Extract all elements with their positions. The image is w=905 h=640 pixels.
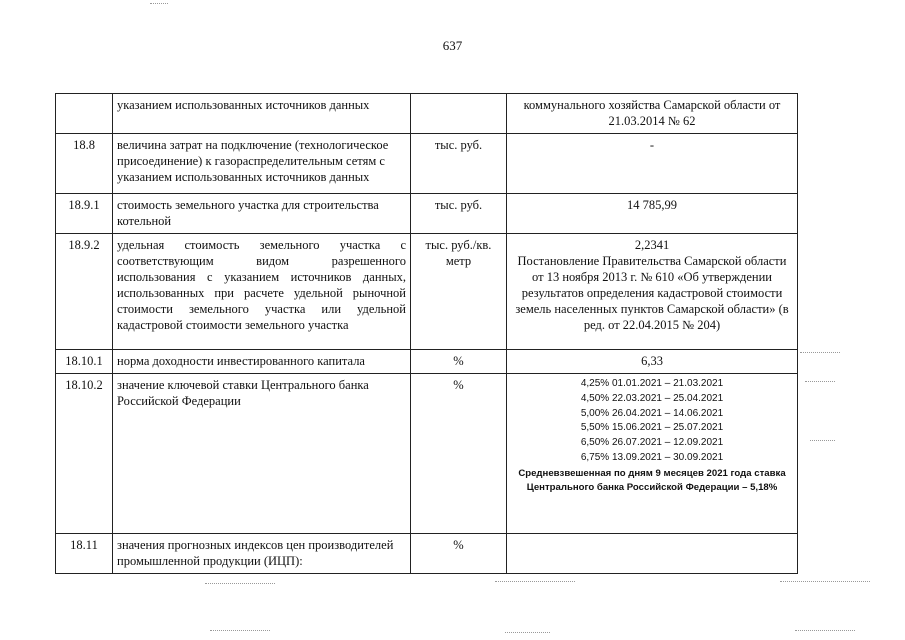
key-rate-line: 4,25% 01.01.2021 – 21.03.2021 <box>580 378 724 389</box>
key-rate-summary: Средневзвешенная по дням 9 месяцев 2021 года ставка Центрального банка Российской Федерации – 5,18% <box>518 467 786 493</box>
key-rate-line: 6,50% 26.07.2021 – 12.09.2021 <box>580 437 724 449</box>
scan-artifact <box>805 381 835 382</box>
row-unit: % <box>411 350 507 374</box>
row-value <box>507 234 798 350</box>
page-number: 637 <box>442 38 463 53</box>
land-value-source: Постановление Правительства Самарской области от 13 ноября 2013 г. № 610 «Об утверждении результатов определения кадастровой стоимости земель населенных пунктов Самарской области» (в ред. от 22.04.2015 № 204) <box>515 254 789 332</box>
key-rate-line: 6,75% 13.09.2021 – 30.09.2021 <box>580 451 724 463</box>
row-description: удельная стоимость земельного участка с соответствующим видом разрешенного использования с указанием источников данных, использованных при расчете удельной рыночной стоимости земельного участка или удельной кадастровой стоимости земельного участка <box>113 234 411 350</box>
row-value: 6,33 <box>507 350 798 374</box>
land-value: 2,2341 <box>634 238 670 252</box>
row-number: 18.9.2 <box>56 234 113 350</box>
scan-artifact <box>810 440 835 441</box>
scan-artifact <box>210 630 270 631</box>
scan-artifact <box>780 581 870 582</box>
row-number: 18.10.1 <box>56 350 113 374</box>
data-table <box>55 93 798 574</box>
row-value: 14 785,99 <box>507 194 798 234</box>
table-row <box>56 134 798 194</box>
row-description: величина затрат на подключение (технологическое присоединение) к газораспределительным сетям с указанием использованных источников данных <box>113 134 411 194</box>
scan-artifact <box>505 632 550 633</box>
scan-artifact <box>795 630 855 631</box>
row-value: - <box>507 134 798 194</box>
row-number: 18.8 <box>56 134 113 194</box>
table-row <box>56 350 798 374</box>
row-unit: тыс. руб. <box>411 134 507 194</box>
row-description: норма доходности инвестированного капитала <box>113 350 411 374</box>
scan-artifact <box>495 581 575 582</box>
row-value <box>507 534 798 574</box>
row-unit: тыс. руб. <box>411 194 507 234</box>
table-row <box>56 534 798 574</box>
key-rate-line: 5,00% 26.04.2021 – 14.06.2021 <box>580 407 724 419</box>
key-rate-list <box>507 374 798 534</box>
row-number: 18.9.1 <box>56 194 113 234</box>
row-unit: % <box>411 534 507 574</box>
table-row <box>56 94 798 134</box>
key-rate-line: 4,50% 22.03.2021 – 25.04.2021 <box>580 392 724 404</box>
scan-artifact <box>150 3 168 4</box>
table-row <box>56 194 798 234</box>
row-description: значение ключевой ставки Центрального банка Российской Федерации <box>113 374 411 534</box>
row-number <box>56 94 113 134</box>
row-unit: тыс. руб./кв. метр <box>411 234 507 350</box>
table-row <box>56 234 798 350</box>
key-rate-line: 5,50% 15.06.2021 – 25.07.2021 <box>580 422 724 434</box>
scan-artifact <box>800 352 840 353</box>
row-description: стоимость земельного участка для строительства котельной <box>113 194 411 234</box>
row-unit: % <box>411 374 507 534</box>
row-description: значения прогнозных индексов цен производителей промышленной продукции (ИЦП): <box>113 534 411 574</box>
row-number: 18.10.2 <box>56 374 113 534</box>
row-number: 18.11 <box>56 534 113 574</box>
row-value: коммунального хозяйства Самарской области от 21.03.2014 № 62 <box>507 94 798 134</box>
row-description: указанием использованных источников данных <box>113 94 411 134</box>
scan-artifact <box>205 583 275 584</box>
row-unit <box>411 94 507 134</box>
table-row <box>56 374 798 534</box>
